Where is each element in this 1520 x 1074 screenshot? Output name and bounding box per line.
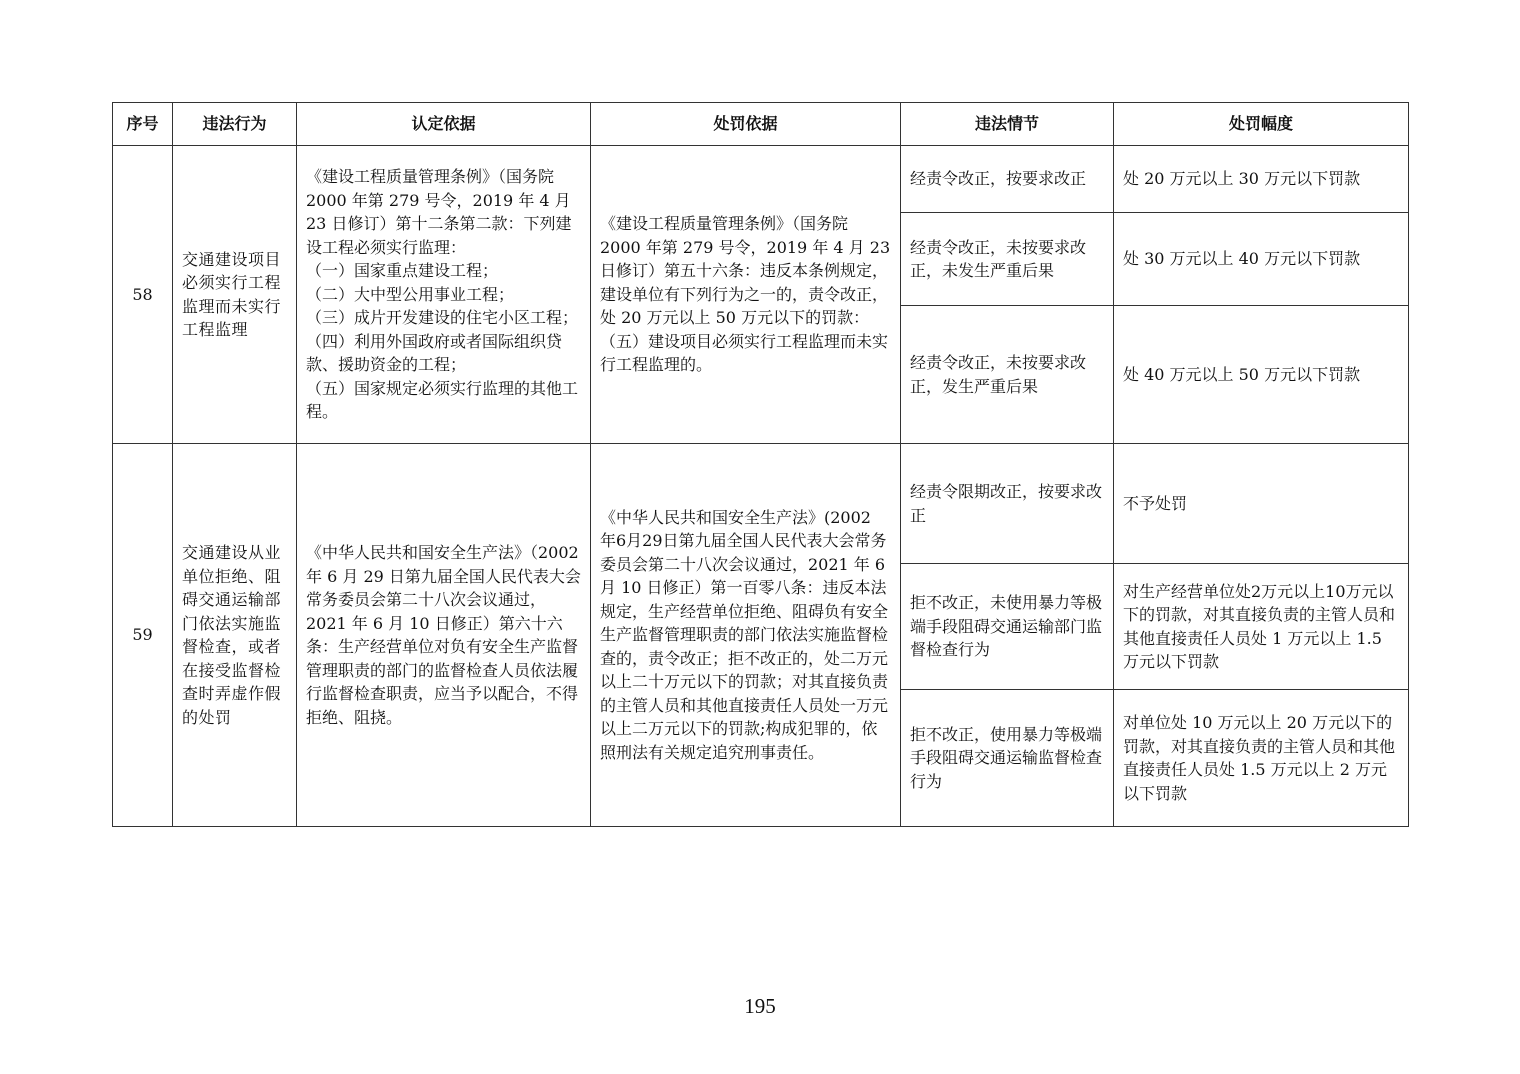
- violation-cell: 交通建设项目必须实行工程监理而未实行工程监理: [173, 146, 297, 444]
- circumstance-cell: 拒不改正，未使用暴力等极端手段阻碍交通运输部门监督检查行为: [901, 564, 1114, 690]
- table-row: [113, 444, 1409, 564]
- penalty-range-cell: 处 40 万元以上 50 万元以下罚款: [1114, 306, 1409, 444]
- penalty-range-cell: 处 20 万元以上 30 万元以下罚款: [1114, 146, 1409, 213]
- header-violation: 违法行为: [173, 103, 297, 146]
- row-number: 59: [113, 444, 173, 827]
- header-circumstance: 违法情节: [901, 103, 1114, 146]
- penalty-range-cell: 处 30 万元以上 40 万元以下罚款: [1114, 213, 1409, 306]
- basis-paragraph: （三）成片开发建设的住宅小区工程；: [306, 308, 579, 328]
- basis-paragraph: （五）国家规定必须实行监理的其他工程。: [306, 378, 579, 422]
- penalty-range-cell: 对单位处 10 万元以上 20 万元以下的罚款，对其直接负责的主管人员和其他直接责任人员处 1.5 万元以上 2 万元以下罚款: [1114, 690, 1409, 827]
- penalty-basis-paragraph: 《中华人民共和国安全生产法》(2002 年6月29日第九届全国人民代表大会常务委员会第二十八次会议通过，2021 年 6 月 10 日修正）第一百零八条：违反本法规定，生产经营单位拒绝、阻碍负有安全生产监督管理职责的部门依法实施监督检查的，责令改正；拒不改正的，处二万元以上二十万元以下的罚款；对其直接负责的主管人员和其他直接责任人员处一万元以上二万元以下的罚款;构成犯罪的，依照刑法有关规定追究刑事责任。: [600, 507, 889, 762]
- table-row: [113, 146, 1409, 213]
- circumstance-cell: 经责令改正，按要求改正: [901, 146, 1114, 213]
- header-penalty-basis: 处罚依据: [591, 103, 901, 146]
- penalty-basis-paragraph: 《建设工程质量管理条例》（国务院 2000 年第 279 号令，2019 年 4 月 23 日修订）第五十六条：违反本条例规定，建设单位有下列行为之一的，责令改正，处 20 万元以上 50 万元以下的罚款：: [600, 214, 891, 328]
- circumstance-cell: 拒不改正，使用暴力等极端手段阻碍交通运输监督检查行为: [901, 690, 1114, 827]
- determination-basis-cell: [297, 146, 591, 444]
- table-header-row: [113, 103, 1409, 146]
- circumstance-cell: 经责令改正，未按要求改正，发生严重后果: [901, 306, 1114, 444]
- page-number: 195: [744, 994, 776, 1018]
- basis-paragraph: （四）利用外国政府或者国际组织贷款、援助资金的工程；: [306, 331, 563, 375]
- determination-basis-cell: [297, 444, 591, 827]
- row-number: 58: [113, 146, 173, 444]
- circumstance-cell: 经责令限期改正，按要求改正: [901, 444, 1114, 564]
- penalty-basis-cell: [591, 444, 901, 827]
- penalty-basis-paragraph: （五）建设项目必须实行工程监理而未实行工程监理的。: [600, 331, 889, 375]
- circumstance-cell: 经责令改正，未按要求改正，未发生严重后果: [901, 213, 1114, 306]
- basis-paragraph: （一）国家重点建设工程；: [306, 261, 499, 281]
- basis-paragraph: （二）大中型公用事业工程；: [306, 284, 515, 304]
- header-determination-basis: 认定依据: [297, 103, 591, 146]
- header-no: 序号: [113, 103, 173, 146]
- penalty-range-cell: 对生产经营单位处2万元以上10万元以下的罚款，对其直接负责的主管人员和其他直接责任人员处 1 万元以上 1.5 万元以下罚款: [1114, 564, 1409, 690]
- violation-cell: 交通建设从业单位拒绝、阻碍交通运输部门依法实施监督检查，或者在接受监督检查时弄虚作假的处罚: [173, 444, 297, 827]
- basis-paragraph: 《中华人民共和国安全生产法》（2002 年 6 月 29 日第九届全国人民代表大会常务委员会第二十八次会议通过，2021 年 6 月 10 日修正）第六十六条：生产经营单位对负有安全生产监督管理职责的部门的监督检查人员依法履行监督检查职责，应当予以配合，不得拒绝、阻挠。: [306, 543, 581, 727]
- penalty-range-cell: 不予处罚: [1114, 444, 1409, 564]
- penalty-standards-table: [112, 102, 1409, 827]
- penalty-basis-cell: [591, 146, 901, 444]
- header-penalty-range: 处罚幅度: [1114, 103, 1409, 146]
- basis-paragraph: 《建设工程质量管理条例》（国务院 2000 年第 279 号令，2019 年 4 月 23 日修订）第十二条第二款：下列建设工程必须实行监理：: [306, 167, 572, 257]
